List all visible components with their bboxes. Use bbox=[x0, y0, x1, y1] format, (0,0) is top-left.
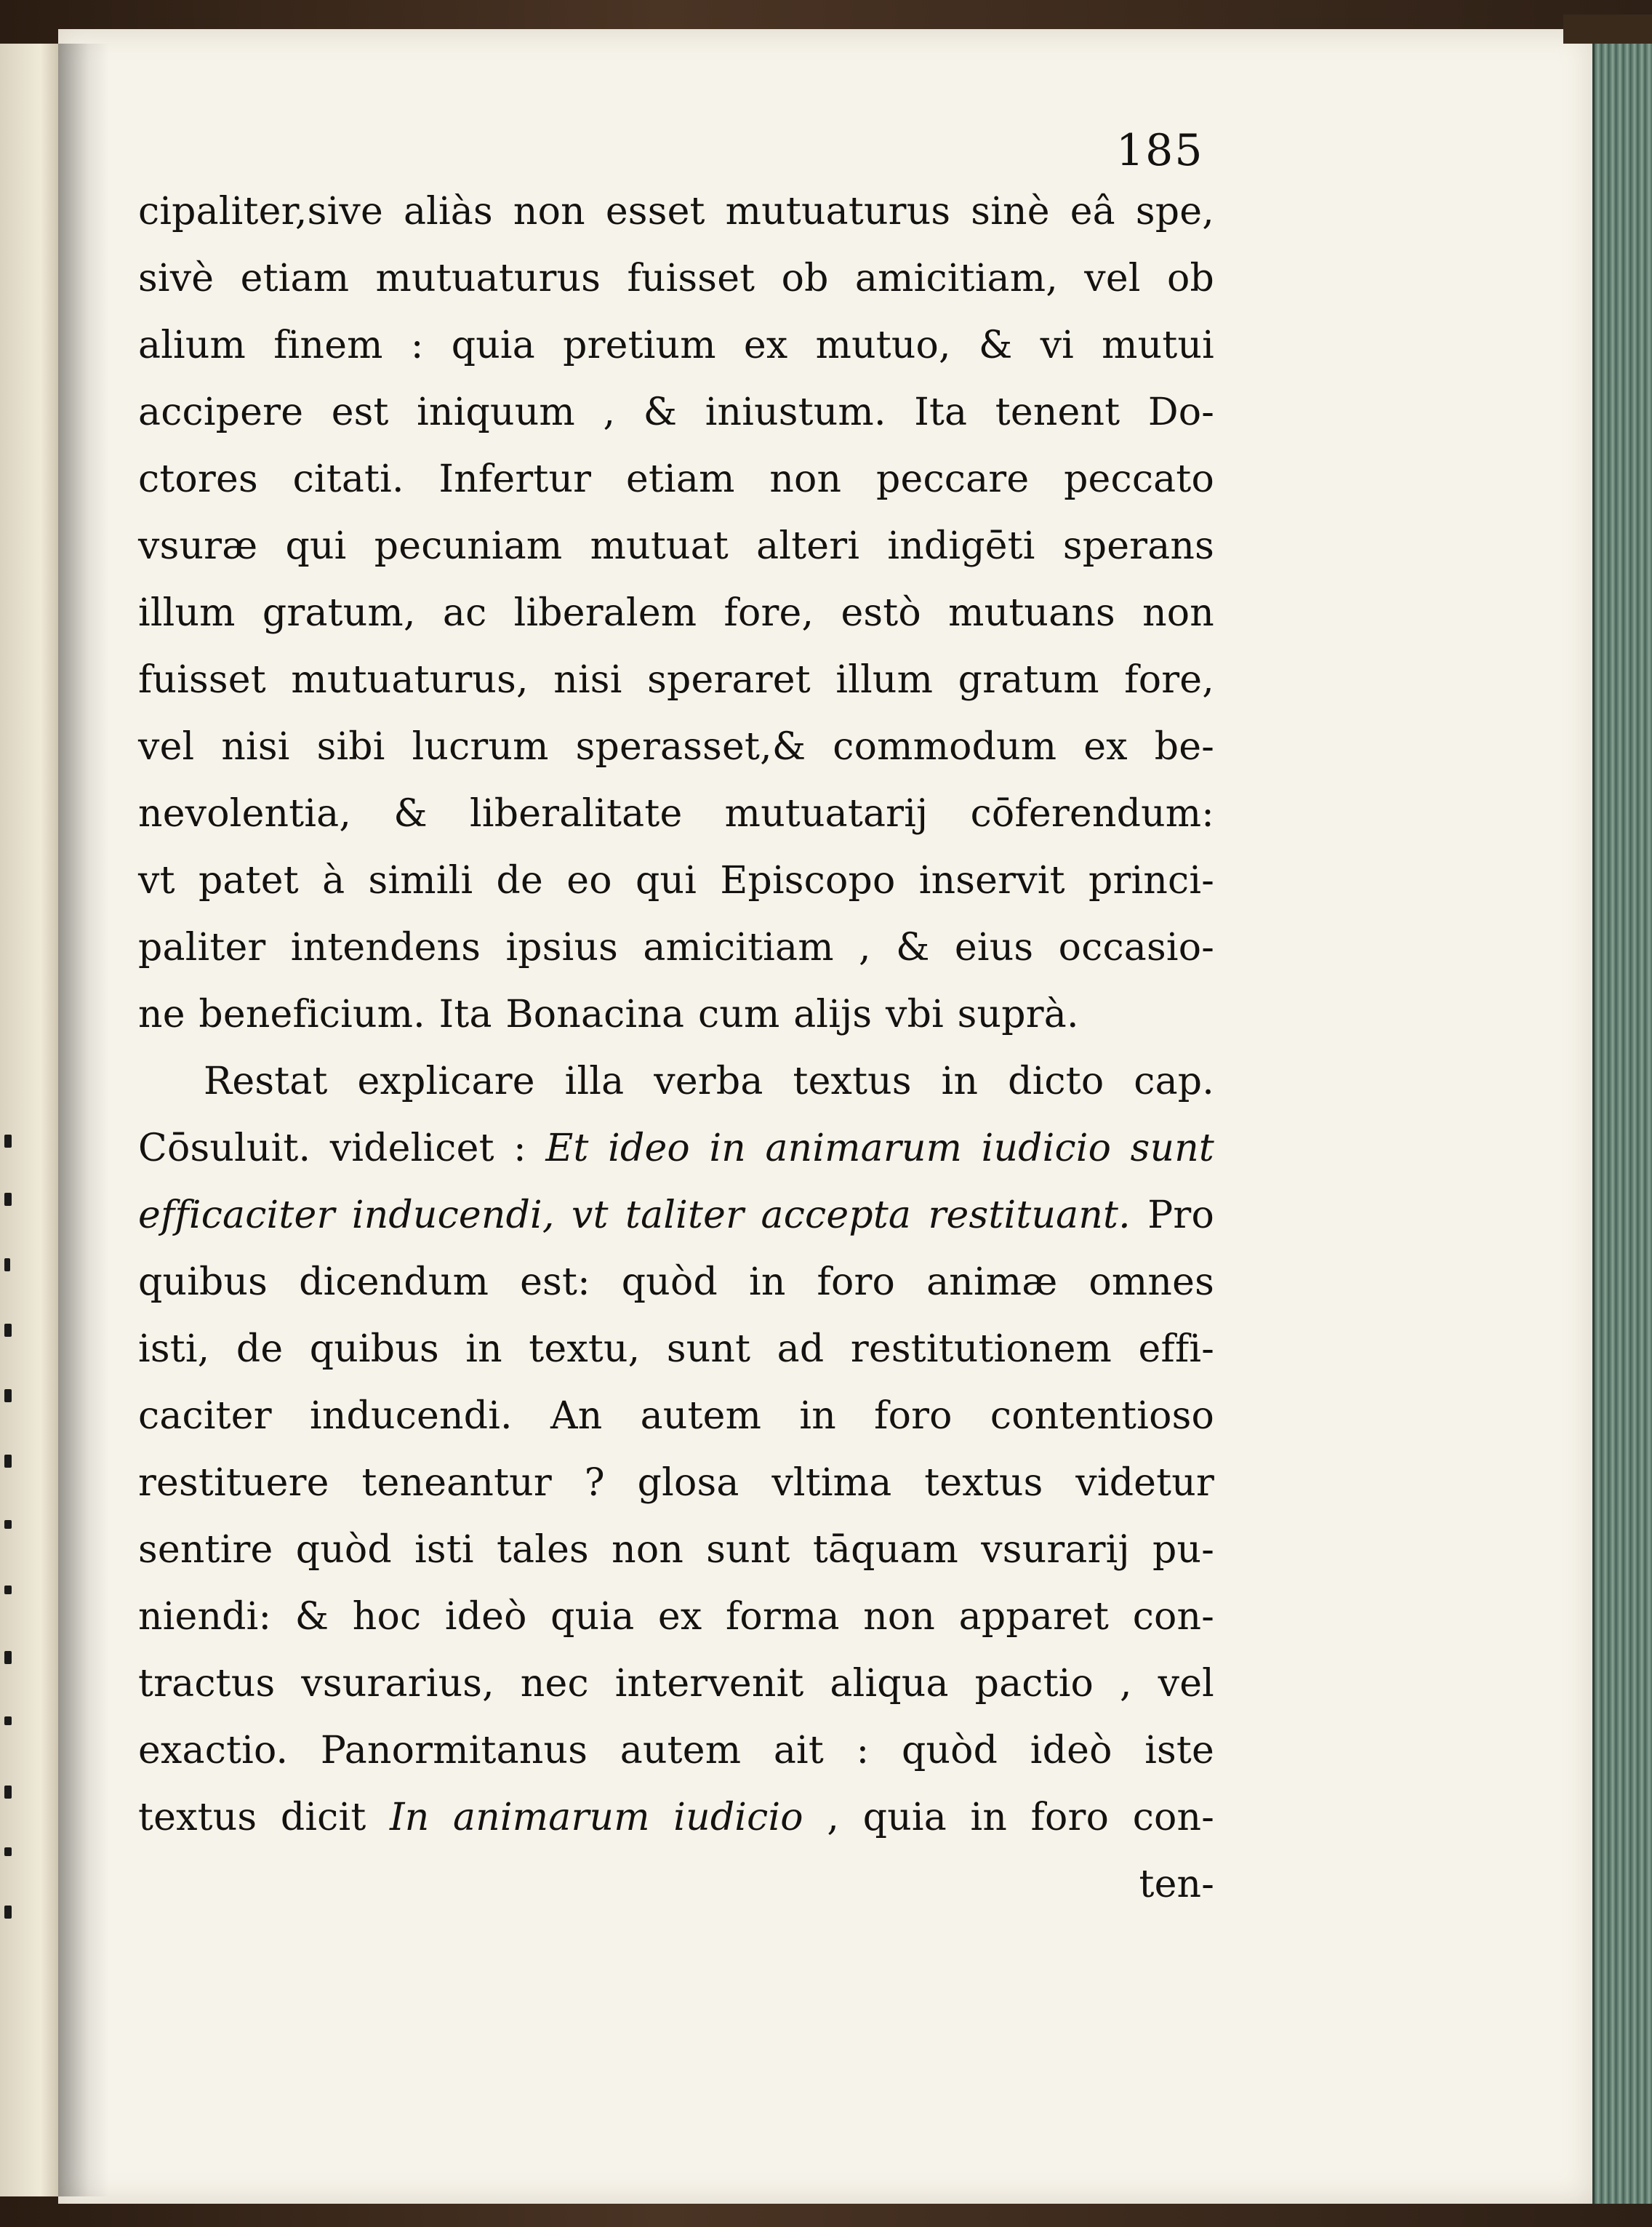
page-corner-top bbox=[1563, 15, 1652, 44]
text-segment: caciter inducendi. An autem in foro contentioso bbox=[138, 1394, 1214, 1438]
text-segment: cipaliter,sive aliàs non esset mutuaturus sinè eâ spe, bbox=[138, 190, 1214, 233]
text-segment: ne beneficium. Ita Bonacina cum alijs vbi suprà. bbox=[138, 993, 1079, 1036]
text-segment: vt patet à simili de eo qui Episcopo inservit princi- bbox=[138, 859, 1214, 903]
text-line bbox=[138, 647, 1214, 713]
text-segment: accipere est iniquum , & iniustum. Ita tenent Do- bbox=[138, 391, 1214, 434]
text-segment: exactio. Panormitanus autem ait : quòd ideò iste bbox=[138, 1729, 1214, 1772]
italic-text-segment: In animarum iudicio bbox=[390, 1796, 803, 1839]
text-segment: ctores citati. Infertur etiam non peccare peccato bbox=[138, 457, 1214, 501]
text-line bbox=[138, 1115, 1214, 1182]
text-line bbox=[138, 713, 1214, 780]
text-line bbox=[138, 1650, 1214, 1717]
page-number: 185 bbox=[1116, 125, 1204, 176]
text-segment: alium finem : quia pretium ex mutuo, & vi mutui bbox=[138, 324, 1214, 367]
text-line bbox=[138, 1383, 1214, 1450]
text-segment: tractus vsurarius, nec intervenit aliqua pactio , vel bbox=[138, 1662, 1214, 1706]
left-page-glyph-fragment bbox=[4, 1455, 12, 1468]
left-page-glyph-fragment bbox=[4, 1651, 12, 1664]
text-segment: isti, de quibus in textu, sunt ad restitutionem effi- bbox=[138, 1327, 1214, 1371]
left-page-glyph-fragment bbox=[4, 1847, 12, 1856]
text-segment: quibus dicendum est: quòd in foro animæ omnes bbox=[138, 1260, 1214, 1304]
text-segment: vel nisi sibi lucrum sperasset,& commodum ex be- bbox=[138, 725, 1214, 769]
text-segment: restituere teneantur ? glosa vltima textus videtur bbox=[138, 1461, 1214, 1505]
text-line bbox=[138, 1182, 1214, 1249]
left-page-glyph-fragment bbox=[4, 1258, 10, 1271]
text-segment: , quia in foro con- bbox=[803, 1796, 1214, 1839]
text-line bbox=[138, 245, 1214, 312]
text-segment: niendi: & hoc ideò quia ex forma non apparet con- bbox=[138, 1595, 1214, 1639]
text-line bbox=[138, 446, 1214, 513]
text-segment: illum gratum, ac liberalem fore, estò mutuans non bbox=[138, 591, 1214, 635]
text-segment: paliter intendens ipsius amicitiam , & eius occasio- bbox=[138, 926, 1214, 969]
left-page-glyph-fragment bbox=[4, 1586, 12, 1594]
text-line bbox=[138, 1450, 1214, 1516]
text-segment: Restat explicare illa verba textus in dicto cap. bbox=[204, 1060, 1214, 1103]
left-page-edge bbox=[0, 44, 60, 2196]
left-page-glyph-fragment bbox=[4, 1135, 12, 1148]
text-segment: sentire quòd isti tales non sunt tāquam vsurarij pu- bbox=[138, 1528, 1214, 1572]
text-line bbox=[138, 312, 1214, 379]
text-line bbox=[138, 379, 1214, 446]
text-segment: textus dicit bbox=[138, 1796, 390, 1839]
left-page-show-through bbox=[4, 44, 19, 2196]
text-block bbox=[138, 178, 1214, 1918]
catchword: ten- bbox=[1139, 1863, 1214, 1906]
italic-text-segment: efficaciter inducendi, vt taliter accepta restituant. bbox=[138, 1194, 1131, 1237]
text-line bbox=[138, 981, 1214, 1048]
text-segment: sivè etiam mutuaturus fuisset ob amicitiam, vel ob bbox=[138, 257, 1214, 300]
fore-edge-pages bbox=[1592, 36, 1652, 2204]
text-line bbox=[138, 513, 1214, 580]
text-line bbox=[138, 780, 1214, 847]
gutter-shadow bbox=[58, 44, 109, 2196]
text-line bbox=[138, 1048, 1214, 1115]
text-line bbox=[138, 580, 1214, 647]
left-page-glyph-fragment bbox=[4, 1716, 12, 1725]
text-segment: fuisset mutuaturus, nisi speraret illum gratum fore, bbox=[138, 658, 1214, 702]
text-segment: vsuræ qui pecuniam mutuat alteri indigēti sperans bbox=[138, 524, 1214, 568]
text-segment: nevolentia, & liberalitate mutuatarij cōferendum: bbox=[138, 792, 1214, 836]
text-line bbox=[138, 178, 1214, 245]
text-line bbox=[138, 847, 1214, 914]
text-line bbox=[138, 1249, 1214, 1316]
text-segment: Cōsuluit. videlicet : bbox=[138, 1127, 546, 1170]
left-page-glyph-fragment bbox=[4, 1520, 12, 1529]
left-page-glyph-fragment bbox=[4, 1193, 12, 1206]
text-segment: Pro bbox=[1130, 1194, 1214, 1237]
left-page-glyph-fragment bbox=[4, 1324, 12, 1337]
text-line bbox=[138, 1516, 1214, 1583]
left-page-glyph-fragment bbox=[4, 1389, 12, 1402]
text-line bbox=[138, 914, 1214, 981]
left-page-glyph-fragment bbox=[4, 1786, 12, 1799]
text-line bbox=[138, 1316, 1214, 1383]
italic-text-segment: Et ideo in animarum iudicio sunt bbox=[545, 1127, 1215, 1170]
text-line bbox=[138, 1583, 1214, 1650]
text-line bbox=[138, 1717, 1214, 1784]
text-line bbox=[138, 1784, 1214, 1851]
left-page-glyph-fragment bbox=[4, 1906, 12, 1919]
